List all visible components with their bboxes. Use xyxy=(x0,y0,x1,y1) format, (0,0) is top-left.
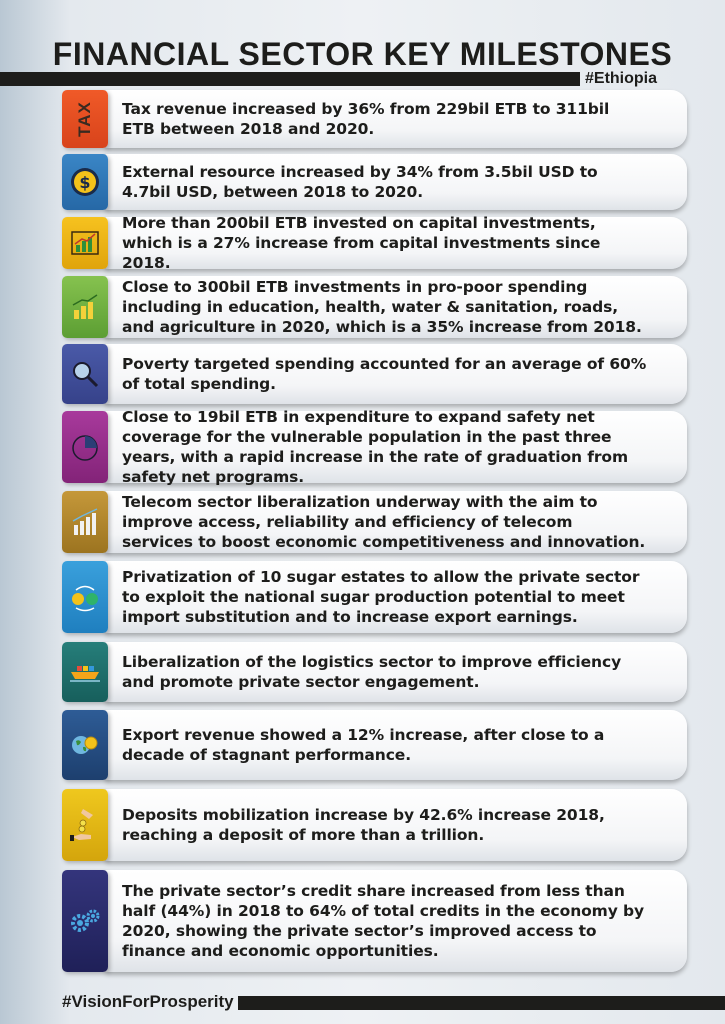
milestone-row xyxy=(62,561,687,633)
top-divider-bar xyxy=(0,72,580,86)
milestone-row xyxy=(62,789,687,861)
hashtag-vision-for-prosperity: #VisionForProsperity xyxy=(62,992,234,1011)
bottom-divider-bar xyxy=(238,996,725,1010)
milestone-row xyxy=(62,214,687,272)
milestone-text: Telecom sector liberalization underway with the aim to improve access, reliability and efficiency of telecom services to boost economic competitiveness and innovation. xyxy=(122,493,646,551)
milestone-text: Export revenue showed a 12% increase, after close to a decade of stagnant performance. xyxy=(122,726,605,764)
milestone-row xyxy=(62,710,687,780)
globe-coin-icon xyxy=(62,710,108,780)
exchange-coins-icon xyxy=(62,561,108,633)
hashtag-ethiopia: #Ethiopia xyxy=(585,70,658,87)
milestone-text: Close to 19bil ETB in expenditure to expand safety net coverage for the vulnerable population in the past three years, with a rapid increase in the rate of graduation from safety net programs. xyxy=(122,408,629,486)
magnifier-icon xyxy=(62,344,108,404)
milestone-text: Deposits mobilization increase by 42.6% increase 2018, reaching a deposit of more than a trillion. xyxy=(122,806,605,844)
svg-text:$: $ xyxy=(79,173,91,192)
milestone-text: Liberalization of the logistics sector to improve efficiency and promote private sector engagement. xyxy=(122,653,622,691)
milestone-row xyxy=(62,491,687,553)
hand-coins-icon xyxy=(62,789,108,861)
milestone-row xyxy=(62,276,687,338)
tax-icon-label: TAX xyxy=(75,101,94,137)
cargo-ship-icon xyxy=(62,642,108,702)
milestone-text: Close to 300bil ETB investments in pro-poor spending including in education, health, water & sanitation, roads, and agriculture in 2020, which is a 35% increase from 2018. xyxy=(122,278,642,336)
milestone-row xyxy=(62,344,687,404)
dollar-coin-icon xyxy=(62,154,108,210)
milestone-row xyxy=(62,642,687,702)
milestone-row xyxy=(62,870,687,972)
milestone-text: The private sector’s credit share increased from less than half (44%) in 2018 to 64% of total credits in the economy by 2020, showing the private sector’s improved access to finance and economic opportunities. xyxy=(122,882,645,960)
bar-chart-icon xyxy=(62,217,108,269)
milestone-row xyxy=(62,90,687,148)
milestone-text: External resource increased by 34% from 3.5bil USD to 4.7bil USD, between 2018 to 2020. xyxy=(122,163,598,201)
milestone-row xyxy=(62,154,687,210)
milestone-text: Poverty targeted spending accounted for an average of 60% of total spending. xyxy=(122,355,647,393)
milestone-text: Tax revenue increased by 36% from 229bil ETB to 311bil ETB between 2018 and 2020. xyxy=(122,100,610,138)
rising-bars-icon xyxy=(62,491,108,553)
page-title: FINANCIAL SECTOR KEY MILESTONES xyxy=(52,36,673,72)
milestone-row xyxy=(62,408,687,486)
growth-chart-icon xyxy=(62,276,108,338)
milestone-text: Privatization of 10 sugar estates to allow the private sector to exploit the national sugar production potential to meet import substitution and to increase export earnings. xyxy=(122,568,640,626)
tax-icon xyxy=(62,90,108,148)
milestone-text: More than 200bil ETB invested on capital investments, which is a 27% increase from capital investments since 2018. xyxy=(122,214,601,272)
pie-chart-icon xyxy=(62,411,108,483)
gears-icon xyxy=(62,870,108,972)
